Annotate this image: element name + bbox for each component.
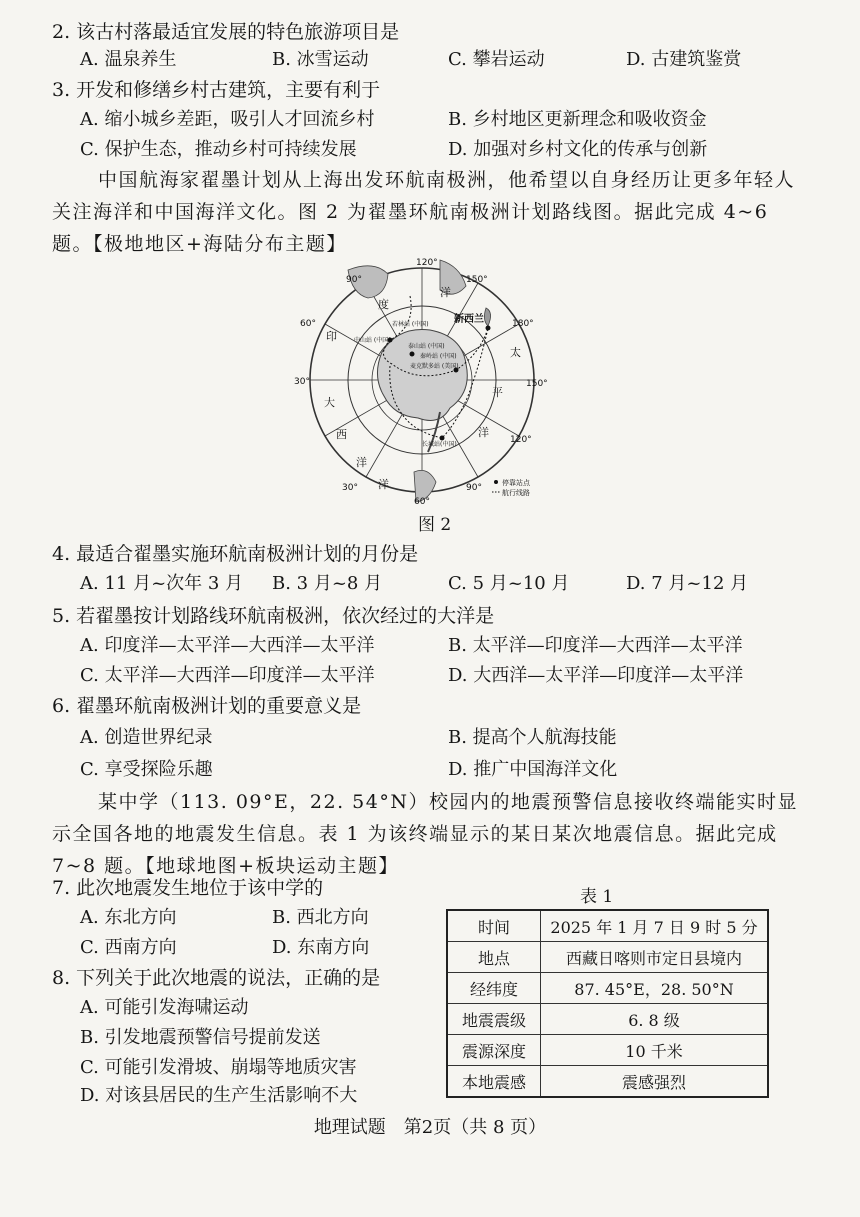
taishan-station-label: 泰山站 (中国)	[408, 343, 445, 350]
longitude-label: 120°	[510, 435, 532, 445]
table-1-title: 表 1	[580, 887, 614, 907]
longitude-label: 90°	[466, 483, 482, 493]
table-cell-value: 87. 45°E，28. 50°N	[541, 973, 769, 1004]
kunlun-station-label: 若林站 (中国)	[392, 321, 429, 328]
longitude-label: 60°	[300, 319, 316, 329]
question-5-option-b: B. 太平洋—印度洋—大西洋—太平洋	[448, 635, 743, 656]
question-4-option-a: A. 11 月~次年 3 月	[80, 573, 244, 594]
passage-earthquake: 某中学（113. 09°E，22. 54°N）校园内的地震预警信息接收终端能实时显示全国各地的地震发生信息。表 1 为该终端显示的某日某次地震信息。据此完成 7~8 题。【地球地图+板块运动主题】	[52, 791, 798, 877]
legend-stop-station: 停靠站点	[502, 479, 530, 487]
table-cell-value: 2025 年 1 月 7 日 9 时 5 分	[541, 910, 769, 942]
table-cell-key: 经纬度	[447, 973, 541, 1004]
question-7-option-c: C. 西南方向	[80, 937, 177, 958]
question-8-option-c: C. 可能引发滑坡、崩塌等地质灾害	[80, 1057, 357, 1078]
question-7-option-b: B. 西北方向	[272, 907, 369, 928]
question-4-stem: 4. 最适合翟墨实施环航南极洲计划的月份是	[52, 543, 419, 565]
question-4-option-b: B. 3 月~8 月	[272, 573, 383, 594]
table-cell-key: 本地震感	[447, 1066, 541, 1098]
ocean-label: 洋	[356, 456, 367, 469]
longitude-label: 60°	[414, 497, 430, 506]
table-cell-key: 地点	[447, 942, 541, 973]
question-3-stem: 3. 开发和修缮乡村古建筑，主要有利于	[52, 79, 381, 101]
table-row	[447, 910, 768, 942]
ocean-label: 西	[336, 428, 347, 441]
question-8-option-d: D. 对该县居民的生产生活影响不大	[80, 1085, 358, 1106]
longitude-label: 150°	[466, 275, 488, 285]
question-2-stem: 2. 该古村落最适宜发展的特色旅游项目是	[52, 21, 400, 43]
new-zealand-land	[484, 308, 490, 326]
longitude-label: 30°	[342, 483, 358, 493]
table-cell-value: 西藏日喀则市定日县境内	[541, 942, 769, 973]
question-5-option-a: A. 印度洋—太平洋—大西洋—太平洋	[80, 635, 375, 656]
question-8-option-b: B. 引发地震预警信号提前发送	[80, 1027, 321, 1048]
question-6-option-b: B. 提高个人航海技能	[448, 727, 617, 748]
table-row	[447, 973, 768, 1004]
ocean-label: 印	[326, 330, 337, 343]
question-4-option-d: D. 7 月~12 月	[626, 573, 749, 594]
question-7-option-a: A. 东北方向	[80, 907, 177, 928]
table-cell-key: 震源深度	[447, 1035, 541, 1066]
question-8-stem: 8. 下列关于此次地震的说法，正确的是	[52, 967, 381, 989]
mcmurdo-station-label: 麦克默多站 (美国)	[410, 363, 459, 370]
antarctic-route-map	[290, 256, 570, 506]
question-3-option-b: B. 乡村地区更新理念和吸收资金	[448, 109, 707, 130]
question-8-option-a: A. 可能引发海啸运动	[80, 997, 249, 1018]
table-row	[447, 1066, 768, 1098]
longitude-label: 120°	[416, 258, 438, 268]
legend-route: 航行线路	[502, 489, 530, 497]
ocean-label: 大	[324, 396, 335, 409]
ocean-label: 洋	[478, 426, 489, 439]
table-cell-value: 10 千米	[541, 1035, 769, 1066]
table-cell-key: 时间	[447, 910, 541, 942]
ocean-label: 平	[492, 386, 503, 399]
question-3-option-d: D. 加强对乡村文化的传承与创新	[448, 139, 708, 160]
earthquake-info-table	[446, 909, 769, 1098]
question-3-option-a: A. 缩小城乡差距，吸引人才回流乡村	[80, 109, 375, 130]
ocean-label: 洋	[440, 286, 451, 299]
question-7-stem: 7. 此次地震发生地位于该中学的	[52, 877, 324, 899]
question-5-stem: 5. 若翟墨按计划路线环航南极洲，依次经过的大洋是	[52, 605, 495, 627]
longitude-label: 150°	[526, 379, 548, 389]
table-row	[447, 942, 768, 973]
stop-station-dot	[486, 326, 491, 331]
qinling-station-label: 秦岭站 (中国)	[420, 353, 457, 360]
table-cell-value: 震感强烈	[541, 1066, 769, 1098]
stop-station-dot	[410, 352, 415, 357]
question-3-option-c: C. 保护生态，推动乡村可持续发展	[80, 139, 357, 160]
table-cell-value: 6. 8 级	[541, 1004, 769, 1035]
ocean-label: 洋	[378, 478, 389, 491]
question-2-option-b: B. 冰雪运动	[272, 49, 369, 70]
question-2-option-a: A. 温泉养生	[80, 49, 177, 70]
question-7-option-d: D. 东南方向	[272, 937, 370, 958]
page-footer: 地理试题 第2页（共 8 页）	[313, 1117, 547, 1138]
question-2-option-c: C. 攀岩运动	[448, 49, 545, 70]
question-6-option-d: D. 推广中国海洋文化	[448, 759, 618, 780]
passage-zhaimo: 中国航海家翟墨计划从上海出发环航南极洲，他希望以自身经历让更多年轻人关注海洋和中国海洋文化。图 2 为翟墨环航南极洲计划路线图。据此完成 4~6 题。【极地地区+海陆分布主题】	[52, 169, 796, 255]
question-2-option-d: D. 古建筑鉴赏	[626, 49, 742, 70]
question-6-option-c: C. 享受探险乐趣	[80, 759, 213, 780]
question-4-option-c: C. 5 月~10 月	[448, 573, 570, 594]
longitude-label: 30°	[294, 377, 310, 387]
map-legend	[492, 478, 531, 497]
table-cell-key: 地震震级	[447, 1004, 541, 1035]
table-row	[447, 1035, 768, 1066]
figure-2-caption: 图 2	[418, 515, 452, 535]
table-row	[447, 1004, 768, 1035]
ocean-label: 太	[510, 346, 521, 359]
question-6-stem: 6. 翟墨环航南极洲计划的重要意义是	[52, 695, 362, 717]
longitude-label: 180°	[512, 319, 534, 329]
new-zealand-label: 新西兰	[454, 314, 484, 325]
longitude-label: 90°	[346, 275, 362, 285]
stop-station-dot	[440, 436, 445, 441]
zhongshan-station-label: 中山站 (中国)	[354, 337, 391, 344]
changcheng-station-label: 长城站(中国)	[422, 441, 457, 448]
question-6-option-a: A. 创造世界纪录	[80, 727, 213, 748]
question-5-option-d: D. 大西洋—太平洋—印度洋—太平洋	[448, 665, 744, 686]
ocean-label: 度	[378, 298, 389, 311]
question-5-option-c: C. 太平洋—大西洋—印度洋—太平洋	[80, 665, 375, 686]
